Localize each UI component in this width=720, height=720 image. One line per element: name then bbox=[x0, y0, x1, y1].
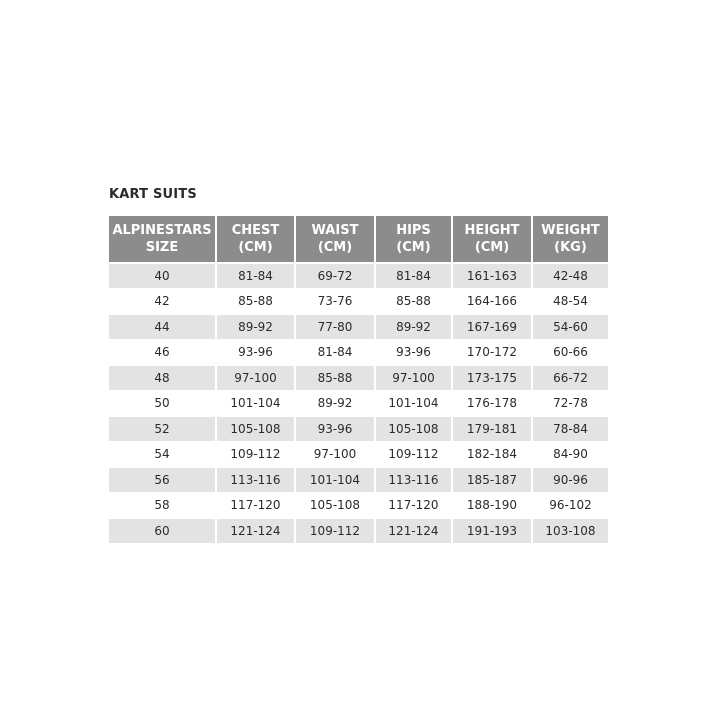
table-row bbox=[109, 366, 608, 390]
cell-weight: 84-90 bbox=[533, 443, 608, 467]
cell-size: 48 bbox=[109, 366, 215, 390]
table-row bbox=[109, 290, 608, 314]
cell-hips: 89-92 bbox=[376, 315, 451, 339]
cell-chest: 81-84 bbox=[217, 264, 294, 288]
cell-waist: 89-92 bbox=[296, 392, 374, 416]
header-size-line1: ALPINESTARS bbox=[112, 223, 212, 238]
header-size bbox=[109, 216, 215, 262]
cell-waist: 69-72 bbox=[296, 264, 374, 288]
cell-chest: 109-112 bbox=[217, 443, 294, 467]
cell-chest: 101-104 bbox=[217, 392, 294, 416]
cell-size: 54 bbox=[109, 443, 215, 467]
cell-weight: 54-60 bbox=[533, 315, 608, 339]
cell-hips: 85-88 bbox=[376, 290, 451, 314]
cell-height: 161-163 bbox=[453, 264, 531, 288]
cell-size: 42 bbox=[109, 290, 215, 314]
cell-height: 170-172 bbox=[453, 341, 531, 365]
header-chest-line2: (CM) bbox=[238, 240, 273, 255]
cell-height: 188-190 bbox=[453, 494, 531, 518]
cell-size: 46 bbox=[109, 341, 215, 365]
cell-size: 60 bbox=[109, 519, 215, 543]
cell-waist: 81-84 bbox=[296, 341, 374, 365]
header-weight-line1: WEIGHT bbox=[541, 223, 600, 238]
cell-size: 56 bbox=[109, 468, 215, 492]
cell-chest: 117-120 bbox=[217, 494, 294, 518]
table-row bbox=[109, 341, 608, 365]
table-row bbox=[109, 519, 608, 543]
header-hips bbox=[376, 216, 451, 262]
size-chart-table bbox=[107, 214, 610, 545]
header-row bbox=[109, 216, 608, 262]
header-hips-line1: HIPS bbox=[396, 223, 431, 238]
header-waist-line2: (CM) bbox=[317, 240, 353, 255]
header-size-line2: SIZE bbox=[145, 240, 179, 255]
cell-size: 44 bbox=[109, 315, 215, 339]
cell-hips: 117-120 bbox=[376, 494, 451, 518]
header-hips-line2: (CM) bbox=[396, 240, 431, 255]
cell-weight: 60-66 bbox=[533, 341, 608, 365]
cell-height: 176-178 bbox=[453, 392, 531, 416]
table-row bbox=[109, 264, 608, 288]
cell-weight: 72-78 bbox=[533, 392, 608, 416]
cell-size: 50 bbox=[109, 392, 215, 416]
table-row bbox=[109, 392, 608, 416]
cell-height: 182-184 bbox=[453, 443, 531, 467]
cell-hips: 81-84 bbox=[376, 264, 451, 288]
cell-hips: 101-104 bbox=[376, 392, 451, 416]
table-row bbox=[109, 494, 608, 518]
cell-size: 58 bbox=[109, 494, 215, 518]
cell-weight: 103-108 bbox=[533, 519, 608, 543]
cell-weight: 90-96 bbox=[533, 468, 608, 492]
cell-waist: 77-80 bbox=[296, 315, 374, 339]
cell-hips: 109-112 bbox=[376, 443, 451, 467]
cell-height: 164-166 bbox=[453, 290, 531, 314]
table-row bbox=[109, 468, 608, 492]
cell-weight: 66-72 bbox=[533, 366, 608, 390]
cell-height: 191-193 bbox=[453, 519, 531, 543]
header-weight bbox=[533, 216, 608, 262]
header-weight-line2: (KG) bbox=[554, 240, 587, 255]
cell-hips: 97-100 bbox=[376, 366, 451, 390]
cell-hips: 121-124 bbox=[376, 519, 451, 543]
cell-height: 173-175 bbox=[453, 366, 531, 390]
cell-chest: 113-116 bbox=[217, 468, 294, 492]
cell-waist: 93-96 bbox=[296, 417, 374, 441]
cell-waist: 101-104 bbox=[296, 468, 374, 492]
cell-hips: 93-96 bbox=[376, 341, 451, 365]
cell-height: 167-169 bbox=[453, 315, 531, 339]
table-header bbox=[109, 216, 608, 262]
cell-chest: 85-88 bbox=[217, 290, 294, 314]
cell-weight: 78-84 bbox=[533, 417, 608, 441]
cell-hips: 105-108 bbox=[376, 417, 451, 441]
cell-chest: 97-100 bbox=[217, 366, 294, 390]
cell-chest: 121-124 bbox=[217, 519, 294, 543]
cell-chest: 89-92 bbox=[217, 315, 294, 339]
header-chest bbox=[217, 216, 294, 262]
table-row bbox=[109, 417, 608, 441]
cell-weight: 48-54 bbox=[533, 290, 608, 314]
cell-height: 185-187 bbox=[453, 468, 531, 492]
cell-weight: 42-48 bbox=[533, 264, 608, 288]
cell-waist: 85-88 bbox=[296, 366, 374, 390]
cell-waist: 109-112 bbox=[296, 519, 374, 543]
cell-waist: 73-76 bbox=[296, 290, 374, 314]
header-waist bbox=[296, 216, 374, 262]
cell-hips: 113-116 bbox=[376, 468, 451, 492]
cell-size: 52 bbox=[109, 417, 215, 441]
cell-chest: 93-96 bbox=[217, 341, 294, 365]
cell-chest: 105-108 bbox=[217, 417, 294, 441]
cell-waist: 105-108 bbox=[296, 494, 374, 518]
table-row bbox=[109, 443, 608, 467]
cell-height: 179-181 bbox=[453, 417, 531, 441]
cell-weight: 96-102 bbox=[533, 494, 608, 518]
table-body bbox=[109, 264, 608, 543]
cell-size: 40 bbox=[109, 264, 215, 288]
table-row bbox=[109, 315, 608, 339]
cell-waist: 97-100 bbox=[296, 443, 374, 467]
table-title: KART SUITS bbox=[109, 187, 197, 202]
header-waist-line1: WAIST bbox=[311, 223, 359, 238]
header-chest-line1: CHEST bbox=[231, 223, 280, 238]
header-height-line1: HEIGHT bbox=[464, 223, 520, 238]
header-height-line2: (CM) bbox=[474, 240, 510, 255]
header-height bbox=[453, 216, 531, 262]
